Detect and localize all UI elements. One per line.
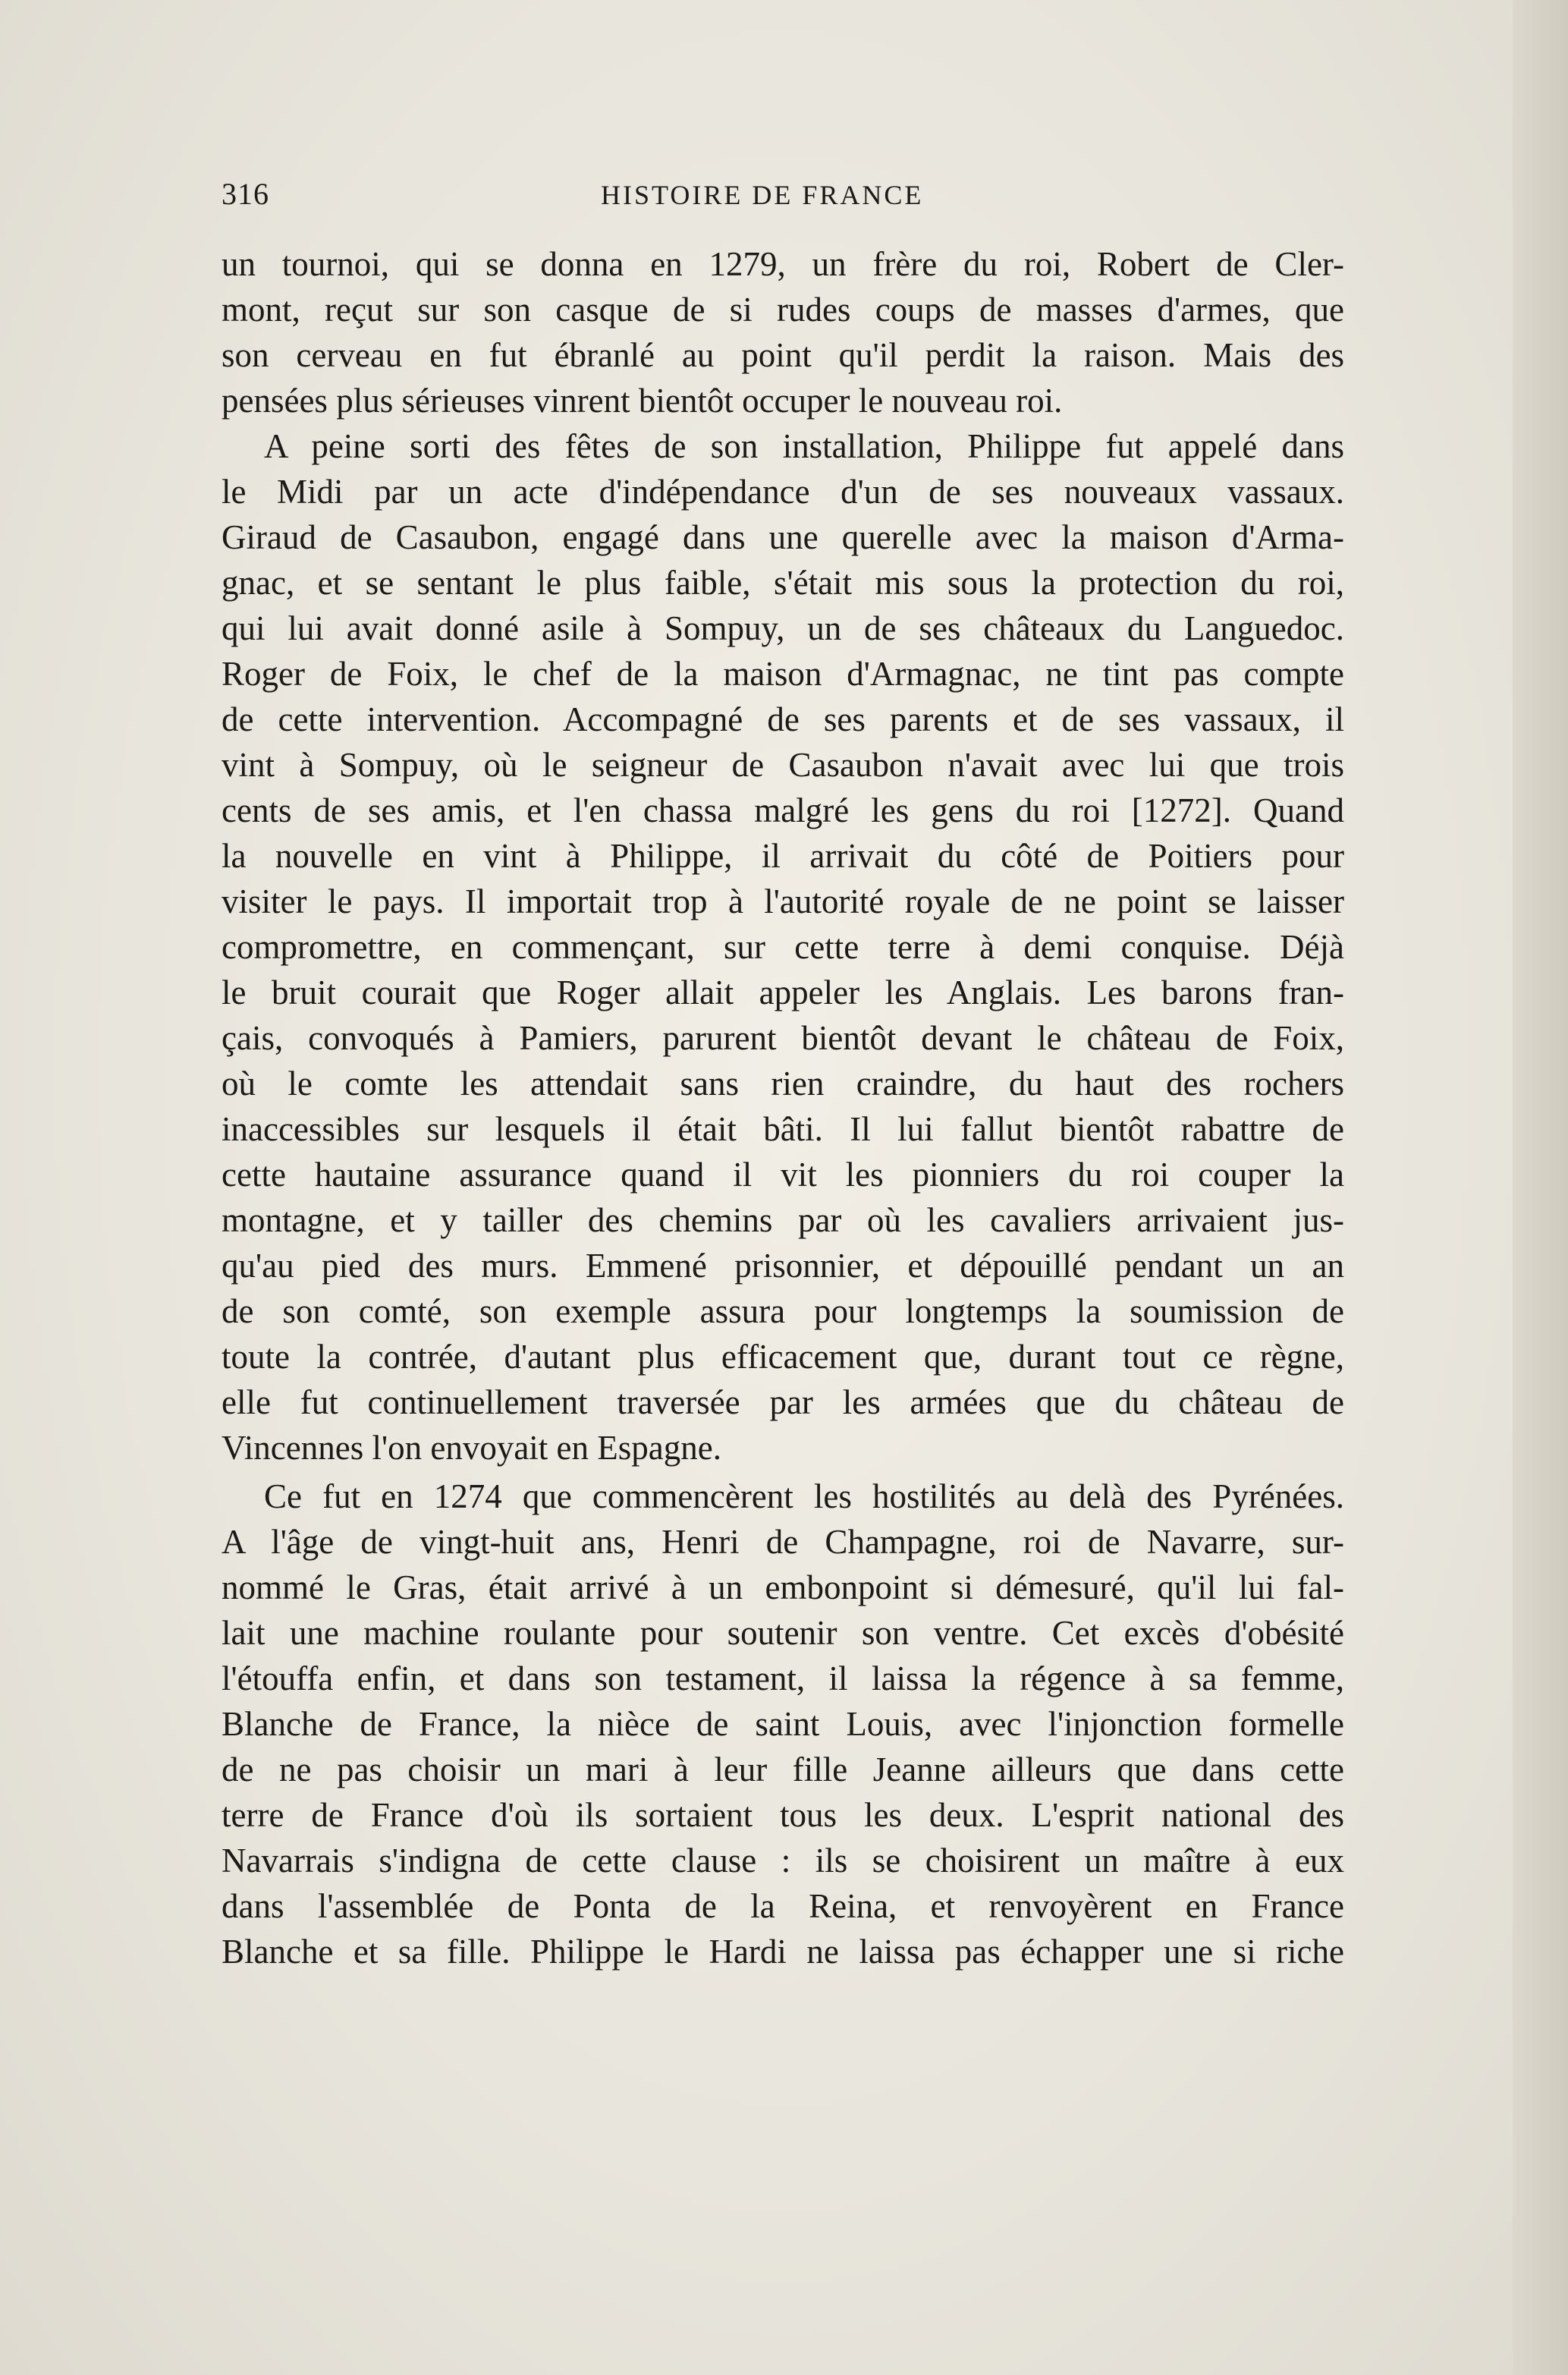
text-line: çais, convoqués à Pamiers, parurent bientôt devant le château de Foix, xyxy=(222,1019,1344,1057)
text-line: son cerveau en fut ébranlé au point qu'il perdit la raison. Mais des xyxy=(222,336,1344,374)
text-line: pensées plus sérieuses vinrent bientôt occuper le nouveau roi. xyxy=(222,382,1063,420)
text-line: Blanche et sa fille. Philippe le Hardi ne laissa pas échapper une si riche xyxy=(222,1933,1344,1971)
text-line: où le comte les attendait sans rien craindre, du haut des rochers xyxy=(222,1065,1344,1103)
text-line: cette hautaine assurance quand il vit les pionniers du roi couper la xyxy=(222,1156,1344,1194)
text-line: mont, reçut sur son casque de si rudes coups de masses d'armes, que xyxy=(222,291,1344,329)
text-line: visiter le pays. Il importait trop à l'autorité royale de ne point se laisser xyxy=(222,882,1344,920)
page-edge-shadow xyxy=(1513,0,1568,2375)
text-line: dans l'assemblée de Ponta de la Reina, et renvoyèrent en France xyxy=(222,1887,1344,1925)
paragraph-start-line: A peine sorti des fêtes de son installation, Philippe fut appelé dans xyxy=(264,427,1344,465)
text-line: montagne, et y tailler des chemins par où les cavaliers arrivaient jus- xyxy=(222,1201,1344,1239)
text-line: de cette intervention. Accompagné de ses parents et de ses vassaux, il xyxy=(222,700,1344,738)
running-header xyxy=(222,176,965,222)
running-title: HISTOIRE DE FRANCE xyxy=(601,180,924,210)
body-text xyxy=(222,241,1344,1974)
text-line: de son comté, son exemple assura pour longtemps la soumission de xyxy=(222,1292,1344,1330)
text-line: lait une machine roulante pour soutenir son ventre. Cet excès d'obésité xyxy=(222,1614,1344,1652)
text-line: vint à Sompuy, où le seigneur de Casaubon n'avait avec lui que trois xyxy=(222,746,1344,784)
text-line: l'étouffa enfin, et dans son testament, il laissa la régence à sa femme, xyxy=(222,1659,1344,1697)
text-line: compromettre, en commençant, sur cette terre à demi conquise. Déjà xyxy=(222,928,1344,966)
text-line: qui lui avait donné asile à Sompuy, un de ses châteaux du Languedoc. xyxy=(222,609,1344,647)
text-line: qu'au pied des murs. Emmené prisonnier, et dépouillé pendant un an xyxy=(222,1247,1344,1285)
text-line: la nouvelle en vint à Philippe, il arrivait du côté de Poitiers pour xyxy=(222,837,1344,875)
text-line: le Midi par un acte d'indépendance d'un de ses nouveaux vassaux. xyxy=(222,473,1344,511)
text-line: de ne pas choisir un mari à leur fille Jeanne ailleurs que dans cette xyxy=(222,1751,1344,1788)
text-line: terre de France d'où ils sortaient tous les deux. L'esprit national des xyxy=(222,1796,1344,1834)
text-line: toute la contrée, d'autant plus efficacement que, durant tout ce règne, xyxy=(222,1338,1344,1376)
text-line: Roger de Foix, le chef de la maison d'Armagnac, ne tint pas compte xyxy=(222,655,1344,693)
text-line: un tournoi, qui se donna en 1279, un frère du roi, Robert de Cler- xyxy=(222,245,1344,283)
text-line: Giraud de Casaubon, engagé dans une querelle avec la maison d'Arma- xyxy=(222,518,1344,556)
text-line: Navarrais s'indigna de cette clause : ils se choisirent un maître à eux xyxy=(222,1842,1344,1880)
text-line: le bruit courait que Roger allait appeler les Anglais. Les barons fran- xyxy=(222,974,1344,1011)
page-number: 316 xyxy=(222,177,269,211)
text-line: nommé le Gras, était arrivé à un embonpoint si démesuré, qu'il lui fal- xyxy=(222,1568,1344,1606)
text-line: Blanche de France, la nièce de saint Louis, avec l'injonction formelle xyxy=(222,1705,1344,1743)
text-line: Vincennes l'on envoyait en Espagne. xyxy=(222,1429,721,1467)
text-line: elle fut continuellement traversée par les armées que du château de xyxy=(222,1383,1344,1421)
text-line: inaccessibles sur lesquels il était bâti. Il lui fallut bientôt rabattre de xyxy=(222,1110,1344,1148)
text-line: A l'âge de vingt-huit ans, Henri de Champagne, roi de Navarre, sur- xyxy=(222,1523,1344,1561)
paragraph-start-line: Ce fut en 1274 que commencèrent les hostilités au delà des Pyrénées. xyxy=(264,1477,1344,1515)
text-line: gnac, et se sentant le plus faible, s'était mis sous la protection du roi, xyxy=(222,564,1344,602)
text-line: cents de ses amis, et l'en chassa malgré les gens du roi [1272]. Quand xyxy=(222,791,1344,829)
